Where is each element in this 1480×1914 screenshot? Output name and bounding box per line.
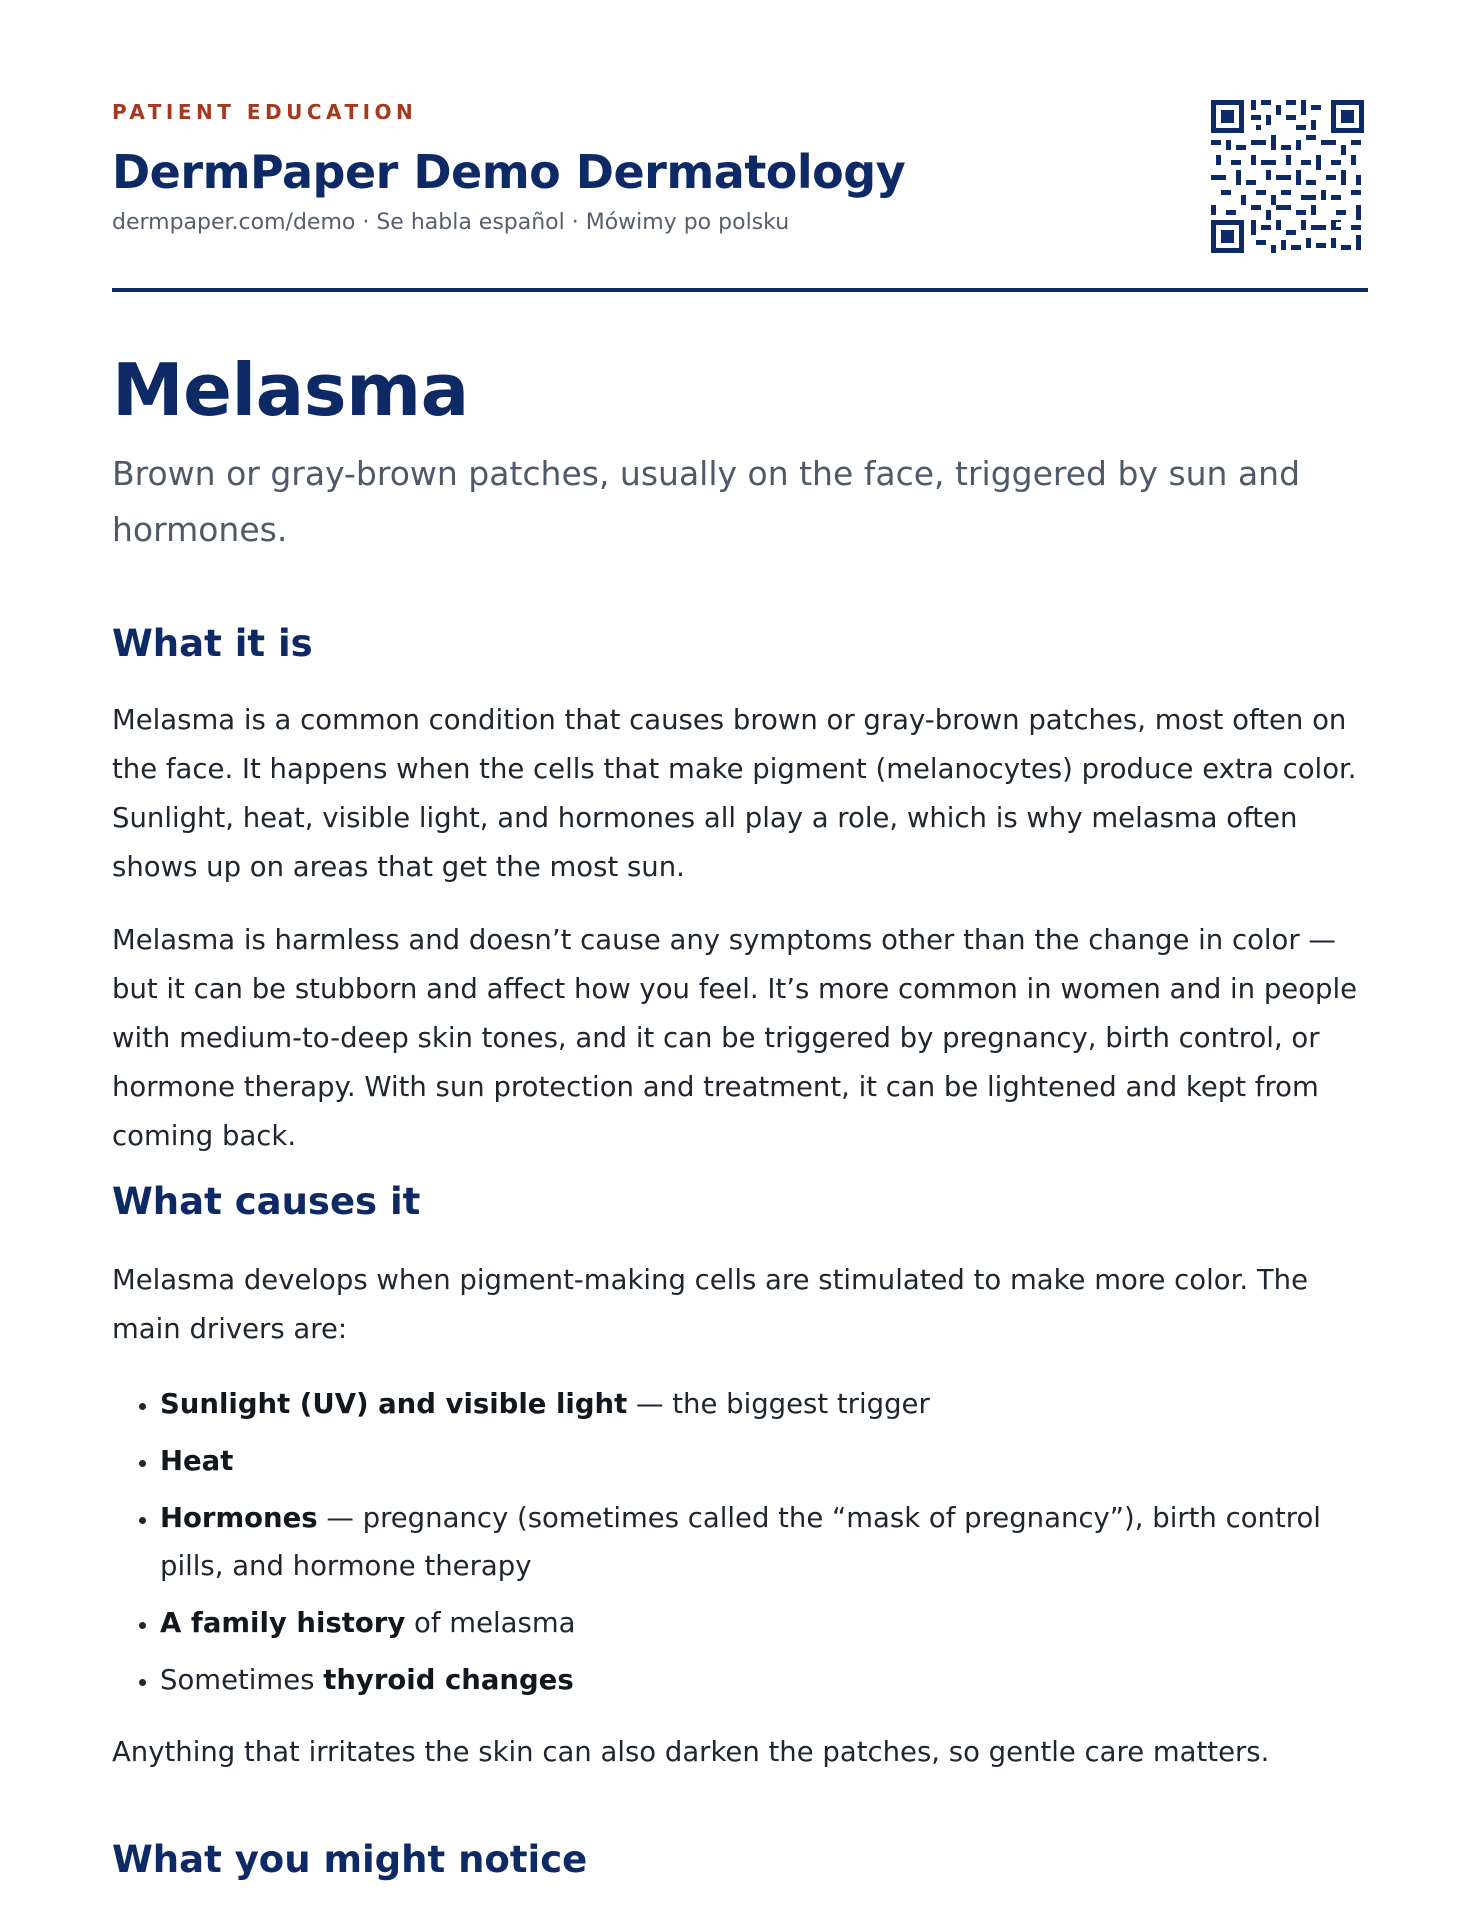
list-item: • A family history of melasma <box>160 1599 1368 1647</box>
list-item: • Hormones — pregnancy (sometimes called the “mask of pregnancy”), birth control pills, and hormone therapy <box>160 1494 1368 1590</box>
practice-contact-line: dermpaper.com/demo · Se habla español · Mówimy po polsku <box>112 210 790 235</box>
practice-name: DermPaper Demo Dermatology <box>112 145 906 199</box>
eyebrow-label: PATIENT EDUCATION <box>112 100 418 124</box>
heading-what-it-is: What it is <box>112 622 313 665</box>
list-item: • Sunlight (UV) and visible light — the biggest trigger <box>160 1380 1368 1428</box>
paragraph-what-it-is-2: Melasma is harmless and doesn’t cause any symptoms other than the change in color — but it can be stubborn and affect how you feel. It’s more common in women and in people with medium-to-deep skin tones, and it can be triggered by pregnancy, birth control, or hormone therapy. With sun protection and treatment, it can be lightened and kept from coming back. <box>112 924 1358 1152</box>
page-subtitle: Brown or gray-brown patches, usually on the face, triggered by sun and hormones. <box>112 454 1301 549</box>
list-item: • Sometimes thyroid changes <box>160 1656 1368 1704</box>
document-page <box>112 0 1368 1881</box>
paragraph-causes-outro: Anything that irritates the skin can also darken the patches, so gentle care matters. <box>112 1736 1270 1768</box>
page-title: Melasma <box>112 348 469 432</box>
paragraph-causes-intro: Melasma develops when pigment-making cells are stimulated to make more color. The main drivers are: <box>112 1264 1308 1345</box>
paragraph-what-it-is-1: Melasma is a common condition that causes brown or gray-brown patches, most often on the face. It happens when the cells that make pigment (melanocytes) produce extra color. Sunlight, heat, visible light, and hormones all play a role, which is why melasma often shows up on areas that get the most sun. <box>112 704 1357 883</box>
causes-list <box>112 1380 1368 1713</box>
page-header <box>112 0 1368 292</box>
heading-what-causes-it: What causes it <box>112 1180 421 1223</box>
list-item: • Heat <box>160 1437 1368 1485</box>
heading-what-you-might-notice: What you might notice <box>112 1838 588 1881</box>
qr-code-icon[interactable] <box>1211 100 1364 253</box>
